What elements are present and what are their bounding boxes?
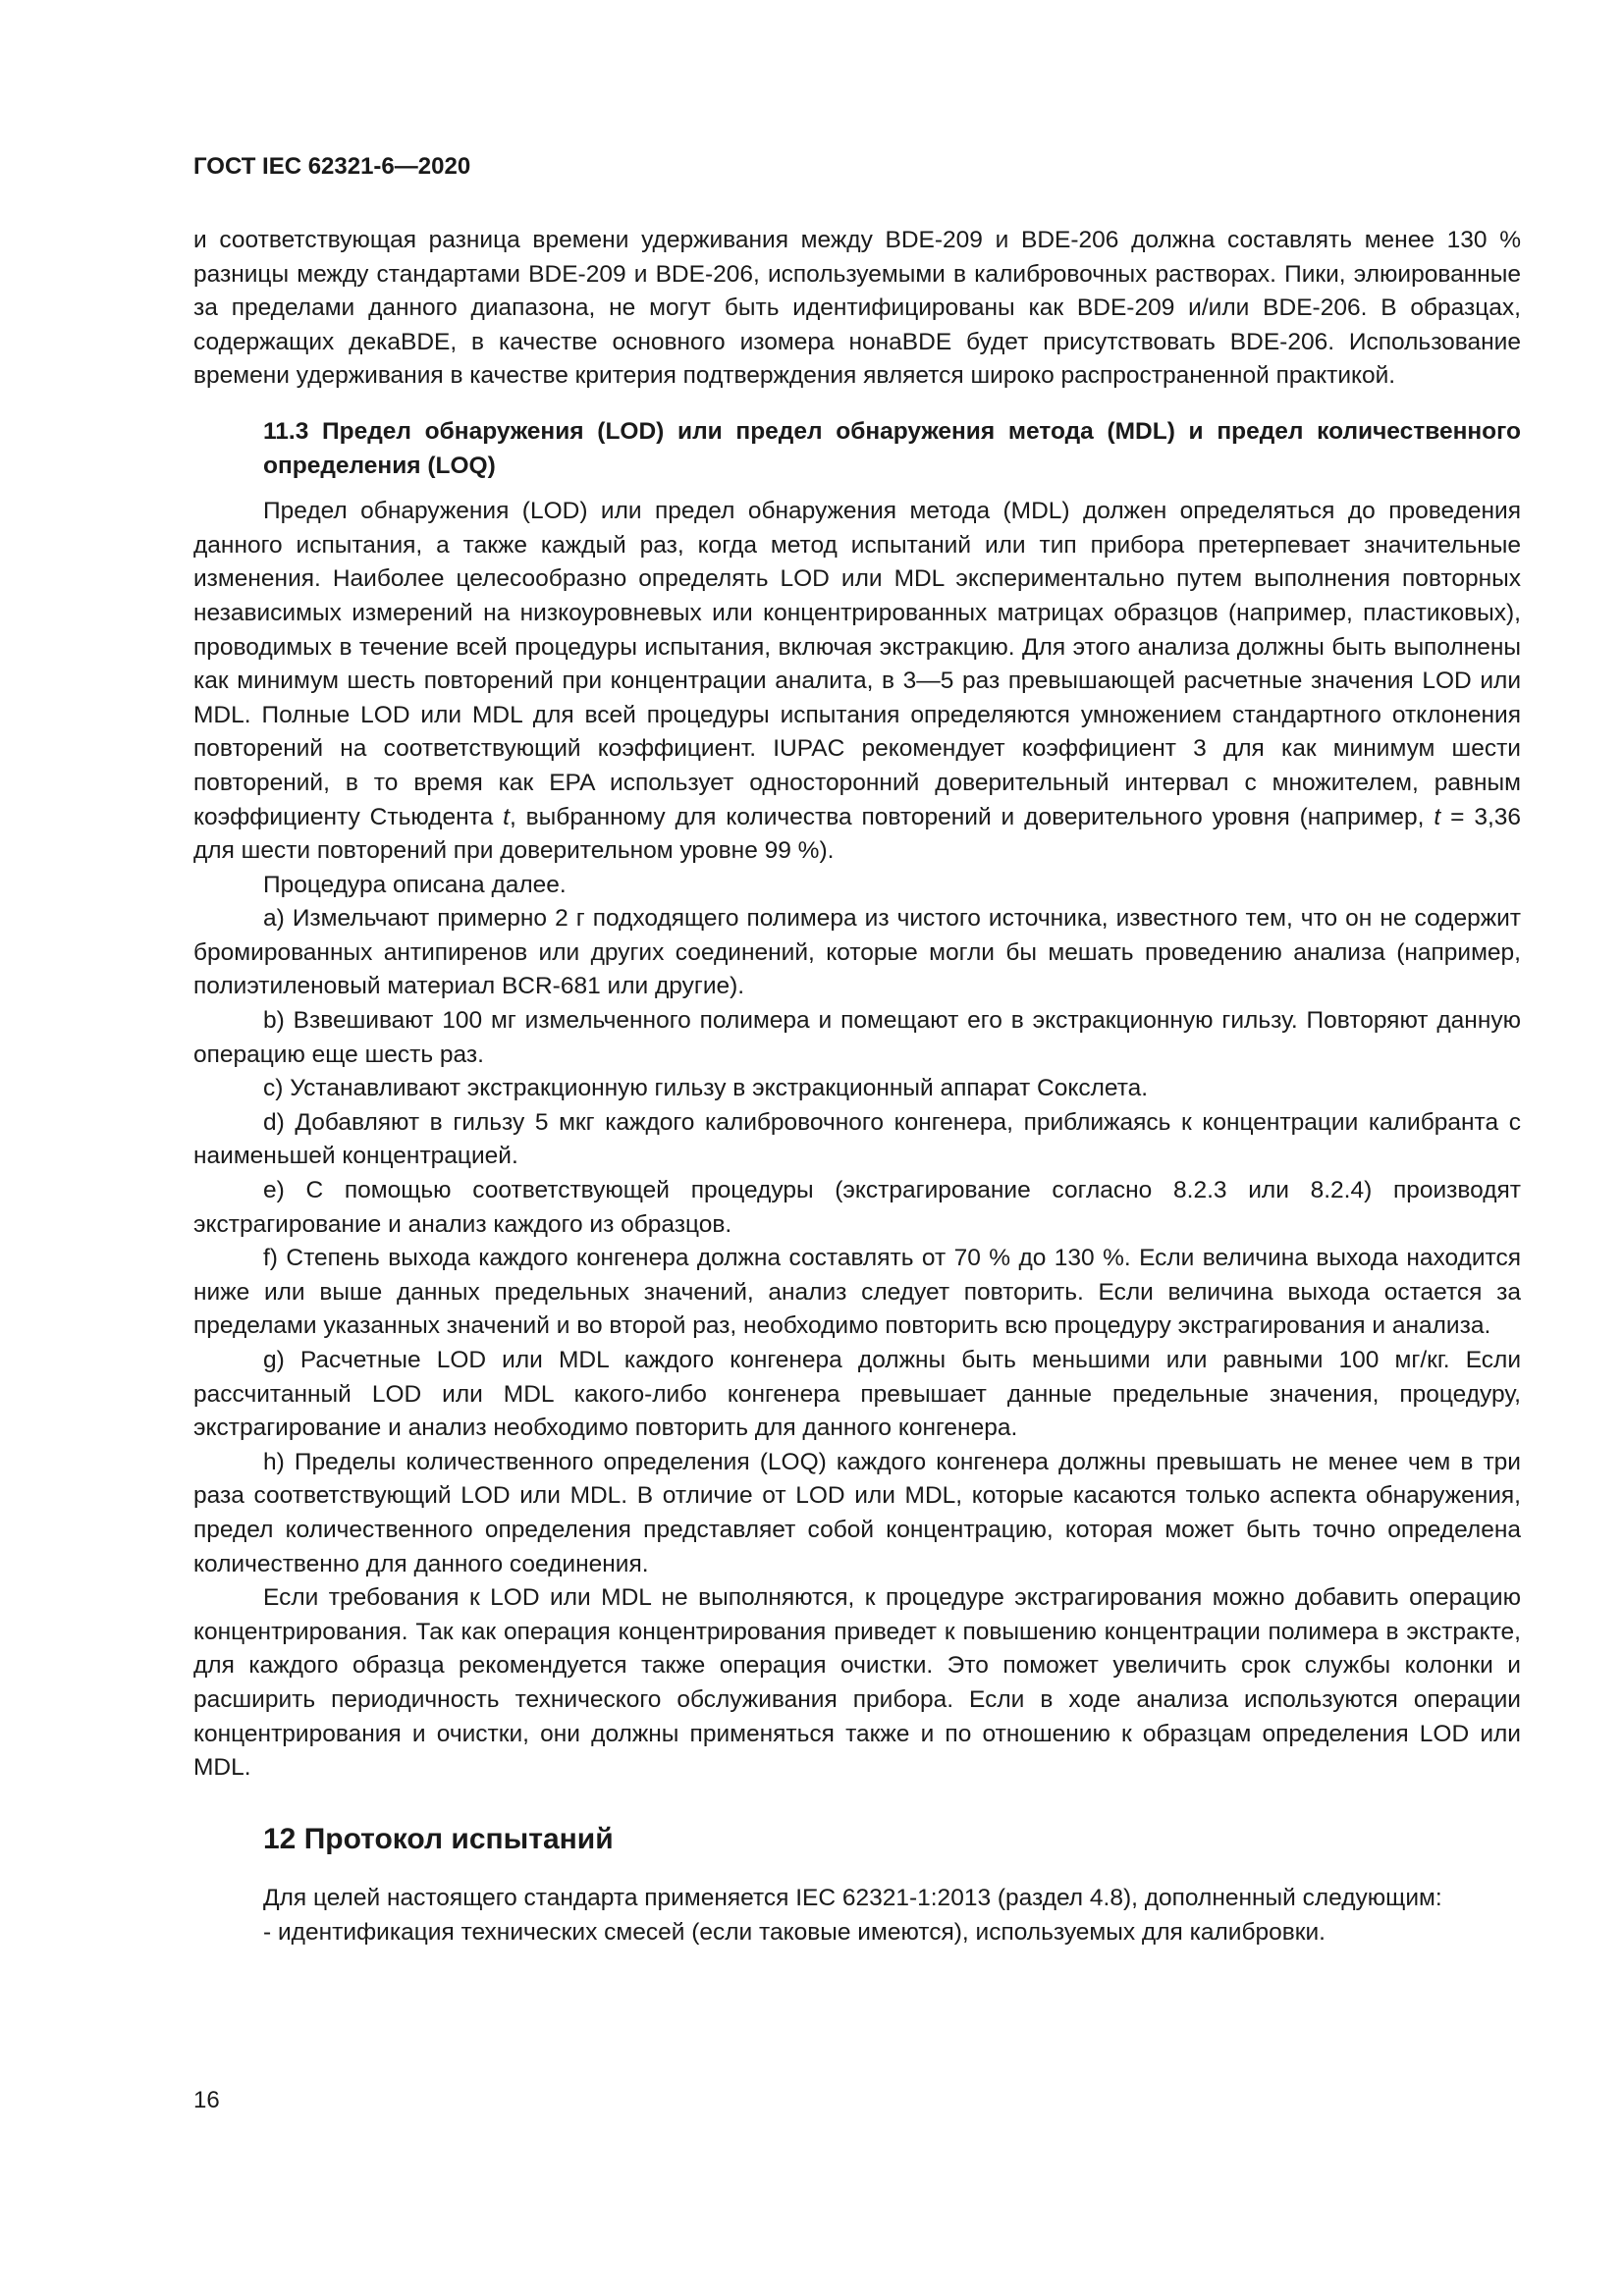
document-body [193,224,1521,1950]
variable-t: t [503,803,510,830]
list-item: b) Взвешивают 100 мг измельченного полимера и помещают его в экстракционную гильзу. Повторяют данную операцию еще шесть раз. [193,1007,1521,1068]
list-item: e) С помощью соответствующей процедуры (экстрагирование согласно 8.2.3 или 8.2.4) производят экстрагирование и анализ каждого из образцов. [193,1177,1521,1238]
list-item: f) Степень выхода каждого конгенера должна составлять от 70 % до 130 %. Если величина выхода находится ниже или выше данных предельных значений, анализ следует повторить. Если величина выхода остается за пределами указанных значений и во второй раз, необходимо повторить всю процедуру экстрагирования и анализа. [193,1245,1521,1340]
paragraph: Для целей настоящего стандарта применяется IEC 62321-1:2013 (раздел 4.8), дополненный следующим: [263,1885,1442,1912]
text: Предел обнаружения (LOD) или предел обнаружения метода (MDL) должен определяться до проведения данного испытания, а также каждый раз, когда метод испытаний или тип прибора претерпевает значительные изменения. Наиболее целесообразно определять LOD или MDL экспериментально путем выполнения повторных независимых измерений на низкоуровневых или концентрированных матрицах образцов (например, пластиковых), проводимых в течение всей процедуры испытания, включая экстракцию. Для этого анализа должны быть выполнены как минимум шесть повторений при концентрации аналита, в 3—5 раз превышающей расчетные значения LOD или MDL. Полные LOD или MDL для всей процедуры испытания определяются умножением стандартного отклонения повторений на соответствующий коэффициент. IUPAC рекомендует коэффициент 3 для как минимум шести повторений, в то время как EPA использует односторонний доверительный интервал с множителем, равным коэффициенту Стьюдента [193,498,1521,830]
section-heading-12: 12 Протокол испытаний [263,1822,614,1855]
list-item: - идентификация технических смесей (если таковые имеются), используемых для калибровки. [263,1918,1326,1946]
page-number: 16 [193,2087,220,2113]
section-heading-11-3: 11.3 Предел обнаружения (LOD) или предел обнаружения метода (MDL) и предел количественного определения (LOQ) [263,417,1521,479]
list-item: h) Пределы количественного определения (LOQ) каждого конгенера должны превышать не менее чем в три раза соответствующий LOD или MDL. В отличие от LOD или MDL, которые касаются только аспекта обнаружения, предел количественного определения представляет собой концентрацию, которая может быть точно определена количественно для данного соединения. [193,1448,1521,1577]
paragraph: и соответствующая разница времени удерживания между BDE-209 и BDE-206 должна составлять менее 130 % разницы между стандартами BDE-209 и BDE-206, используемыми в калибровочных растворах. Пики, элюированные за пределами данного диапазона, не могут быть идентифицированы как BDE-209 и/или BDE-206. В образцах, содержащих декаBDE, в качестве основного изомера нонаBDE будет присутствовать BDE-206. Использование времени удерживания в качестве критерия подтверждения является широко распространенной практикой. [193,227,1521,390]
list-item: a) Измельчают примерно 2 г подходящего полимера из чистого источника, известного тем, что он не содержит бромированных антипиренов или других соединений, которые могли бы мешать проведению анализа (например, полиэтиленовый материал BCR-681 или другие). [193,905,1521,1000]
text: , выбранному для количества повторений и доверительного уровня (например, [509,803,1435,830]
document-header: ГОСТ IEC 62321-6—2020 [193,153,471,180]
variable-t: t [1434,803,1441,830]
list-item: d) Добавляют в гильзу 5 мкг каждого калибровочного конгенера, приближаясь к концентрации калибранта с наименьшей концентрацией. [193,1108,1521,1170]
paragraph-lod-intro [193,495,1521,869]
procedure-intro: Процедура описана далее. [263,871,567,898]
text: = 3,36 для шести повторений при доверительном уровне 99 %). [193,803,1522,865]
list-item: g) Расчетные LOD или MDL каждого конгенера должны быть меньшими или равными 100 мг/кг. Если рассчитанный LOD или MDL какого-либо конгенера превышает данные предельные значения, процедуру, экстрагирование и анализ необходимо повторить для данного конгенера. [193,1347,1521,1442]
list-item: c) Устанавливают экстракционную гильзу в экстракционный аппарат Сокслета. [263,1075,1149,1102]
paragraph-closing: Если требования к LOD или MDL не выполняются, к процедуре экстрагирования можно добавить операцию концентрирования. Так как операция концентрирования приведет к повышению концентрации полимера в экстракте, для каждого образца рекомендуется также операция очистки. Это поможет увеличить срок службы колонки и расширить периодичность технического обслуживания прибора. Если в ходе анализа используются операции концентрирования и очистки, они должны применяться также и по отношению к образцам определения LOD или MDL. [193,1584,1521,1782]
